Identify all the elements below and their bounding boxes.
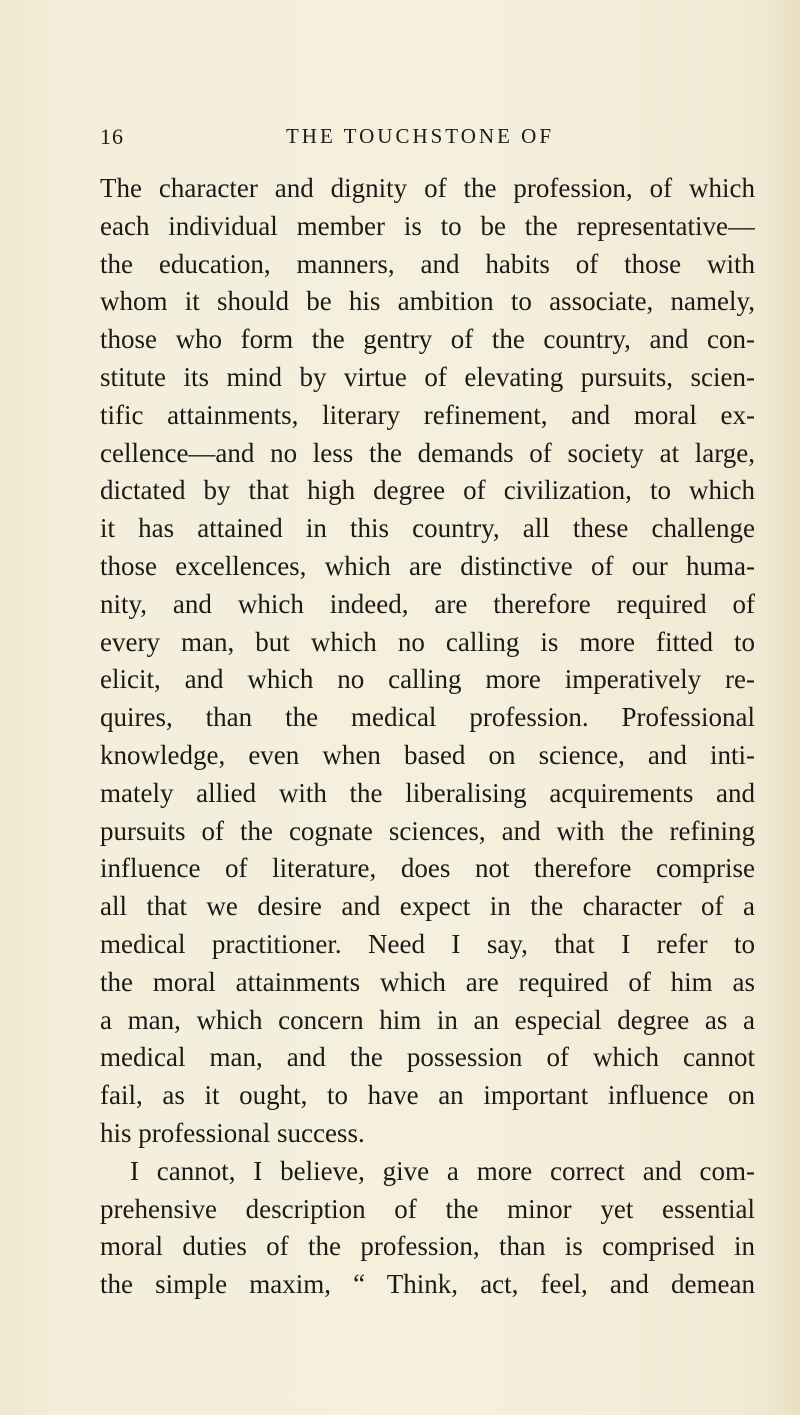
text-line: moral duties of the profession, than is comprised in bbox=[100, 1231, 755, 1262]
text-line: medical practitioner. Need I say, that I refer to bbox=[100, 928, 755, 959]
text-line: those excellences, which are distinctive of our huma- bbox=[100, 550, 755, 581]
text-line: nity, and which indeed, are therefore required of bbox=[100, 588, 755, 619]
text-line: it has attained in this country, all these challenge bbox=[100, 513, 755, 544]
text-line: all that we desire and expect in the character of a bbox=[100, 891, 755, 922]
text-line: The character and dignity of the profession, of which bbox=[100, 173, 755, 203]
text-line: influence of literature, does not therefore comprise bbox=[100, 853, 755, 884]
body-text bbox=[100, 170, 755, 1304]
text-line: cellence—and no less the demands of society at large, bbox=[100, 437, 755, 468]
text-line: quires, than the medical profession. Professional bbox=[100, 702, 755, 733]
text-line: mately allied with the liberalising acquirements and bbox=[100, 777, 755, 808]
text-line: a man, which concern him in an especial degree as a bbox=[100, 1004, 755, 1035]
text-line: his professional success. bbox=[100, 1117, 365, 1148]
page-header bbox=[100, 124, 740, 154]
text-line: each individual member is to be the representative— bbox=[100, 210, 755, 241]
text-line: the moral attainments which are required of him as bbox=[100, 966, 755, 997]
text-line: tific attainments, literary refinement, and moral ex- bbox=[100, 399, 755, 430]
running-title: THE TOUCHSTONE OF bbox=[285, 124, 555, 148]
text-line: whom it should be his ambition to associate, namely, bbox=[100, 286, 755, 317]
text-line: pursuits of the cognate sciences, and with the refining bbox=[100, 815, 755, 846]
text-line: fail, as it ought, to have an important influence on bbox=[100, 1080, 755, 1111]
text-line: the simple maxim, “ Think, act, feel, and demean bbox=[100, 1269, 755, 1300]
text-line: every man, but which no calling is more fitted to bbox=[100, 626, 755, 657]
text-line: I cannot, I believe, give a more correct and com- bbox=[130, 1155, 755, 1186]
text-line: those who form the gentry of the country, and con- bbox=[100, 324, 755, 355]
text-line: prehensive description of the minor yet essential bbox=[100, 1193, 755, 1224]
text-line: knowledge, even when based on science, and inti- bbox=[100, 739, 755, 770]
text-line: elicit, and which no calling more imperatively re- bbox=[100, 664, 755, 695]
text-line: stitute its mind by virtue of elevating pursuits, scien- bbox=[100, 361, 755, 392]
text-line: the education, manners, and habits of those with bbox=[100, 248, 755, 279]
text-line: dictated by that high degree of civilization, to which bbox=[100, 475, 755, 506]
page-number: 16 bbox=[100, 124, 124, 149]
text-line: medical man, and the possession of which cannot bbox=[100, 1042, 755, 1073]
